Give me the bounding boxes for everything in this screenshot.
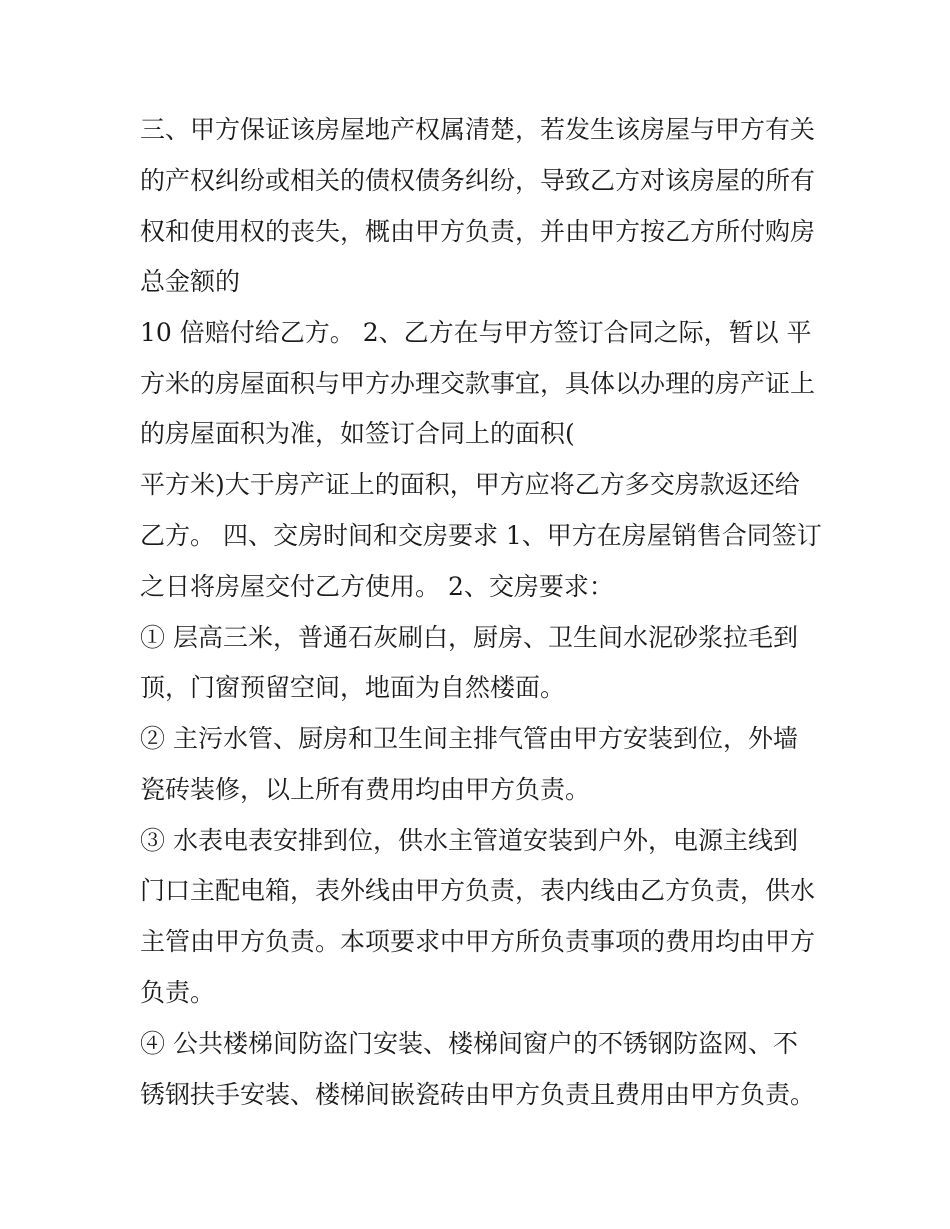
text-line: 10 倍赔付给乙方。 2、乙方在与甲方签订合同之际，暂以 平 <box>140 318 812 347</box>
text-line: ③ 水表电表安排到位，供水主管道安装到户外，电源主线到 <box>140 826 798 855</box>
text-line: 主管由甲方负责。本项要求中甲方所负责事项的费用均由甲方 <box>140 927 816 956</box>
text-line: 平方米)大于房产证上的面积，甲方应将乙方多交房款返还给 <box>140 470 800 499</box>
text-line: 总金额的 <box>140 267 241 296</box>
text-line: 方米的房屋面积与甲方办理交款事宜，具体以办理的房产证上 <box>140 369 816 398</box>
text-line: 之日将房屋交付乙方使用。 2、交房要求： <box>140 572 614 601</box>
text-line: ② 主污水管、厨房和卫生间主排气管由甲方安装到位，外墙 <box>140 724 798 753</box>
text-line: 三、甲方保证该房屋地产权属清楚，若发生该房屋与甲方有关 <box>140 115 816 144</box>
text-line: 权和使用权的丧失，概由甲方负责，并由甲方按乙方所付购房 <box>140 217 816 246</box>
text-line: 锈钢扶手安装、楼梯间嵌瓷砖由甲方负责且费用由甲方负责。 <box>140 1080 816 1109</box>
text-line: 乙方。 四、交房时间和交房要求 1、甲方在房屋销售合同签订 <box>140 521 822 550</box>
text-line: 的产权纠纷或相关的债权债务纠纷，导致乙方对该房屋的所有 <box>140 166 816 195</box>
text-line: 的房屋面积为准，如签订合同上的面积( <box>140 419 575 448</box>
text-line: ① 层高三米，普通石灰刷白，厨房、卫生间水泥砂浆拉毛到 <box>140 623 798 652</box>
text-line: ④ 公共楼梯间防盗门安装、楼梯间窗户的不锈钢防盗网、不 <box>140 1029 798 1058</box>
text-line: 门口主配电箱，表外线由甲方负责，表内线由乙方负责，供水 <box>140 876 816 905</box>
text-line: 顶，门窗预留空间，地面为自然楼面。 <box>140 673 566 702</box>
text-line: 负责。 <box>140 978 216 1007</box>
text-line: 瓷砖装修，以上所有费用均由甲方负责。 <box>140 775 591 804</box>
